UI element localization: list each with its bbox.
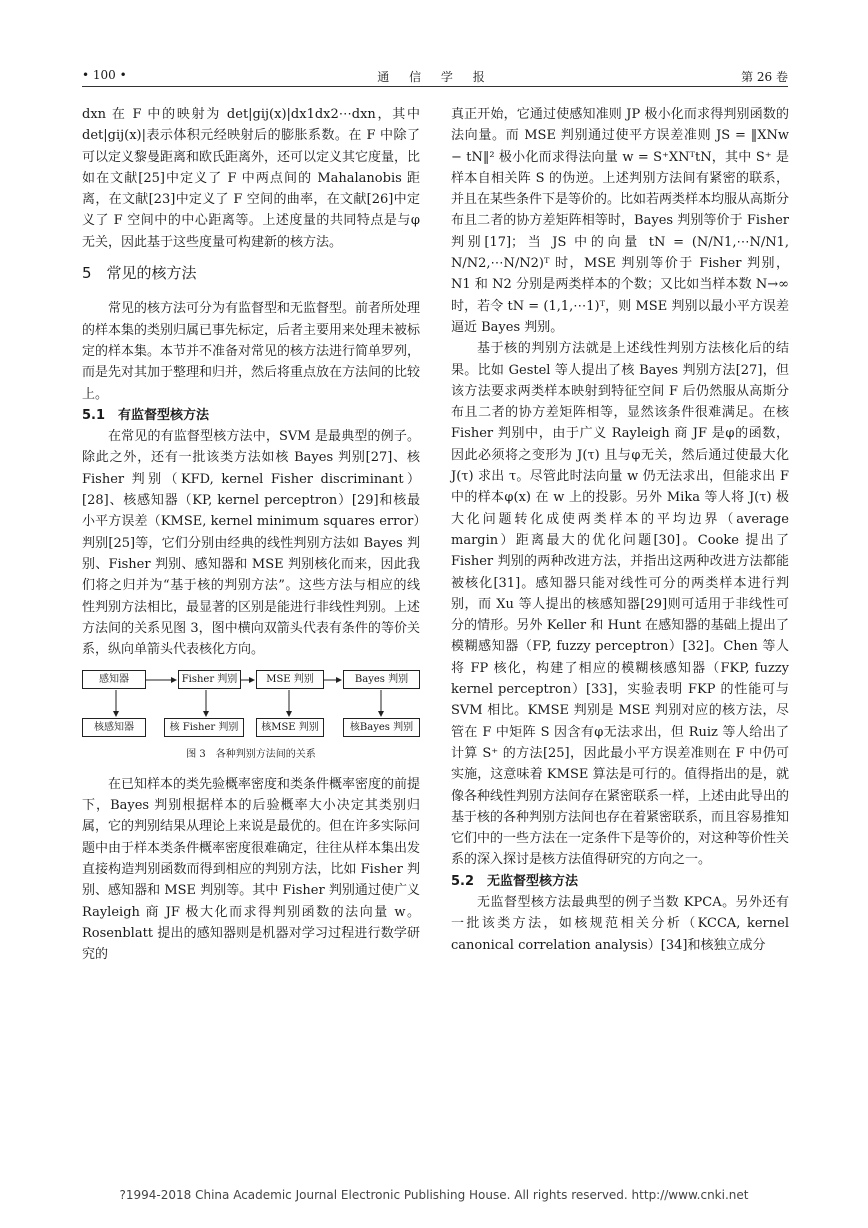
paragraph: 无监督型核方法最典型的例子当数 KPCA。另外还有一批该类方法，如核规范相关分析（KCCA, kernel canonical correlation analysis）[34]和核独立成分 [451, 894, 789, 953]
volume-label: 第 26 卷 [741, 70, 788, 84]
kernel-fisher-box: 核 Fisher 判别 [164, 718, 244, 737]
mse-box: MSE 判别 [256, 670, 324, 689]
fisher-box: Fisher 判别 [178, 670, 241, 689]
figure-caption: 图 3 各种判别方法间的关系 [186, 749, 316, 761]
right-column [451, 104, 789, 956]
page-number: • 100 • [82, 68, 127, 82]
paragraph: 真正开始，它通过使感知准则 JP 极小化而求得判别函数的法向量。而 MSE 判别通过使平方误差准则 JS = ‖XNw − tN‖² 极小化而求得法向量 w = S⁺XNᵀtN，其中 S⁺ 是样本自相关阵 S 的伪逆。上述判别方法间有紧密的联系，并且在某些条件下是等价的。比如若两类样本均服从高斯分布且二者的协方差矩阵相等时，Bayes 判别等价于 Fisher 判别[17]；当 JS 中的向量 tN = (N/N1,⋯N/N1, N/N2,⋯N/N2)ᵀ 时，MSE 判别等价于 Fisher 判别，N1 和 N2 分别是两类样本的个数；又比如当样本数 N→∞ 时，若令 tN = (1,1,⋯1)ᵀ，则 MSE 判别以最小平方误差逼近 Bayes 判别。 [451, 107, 790, 335]
journal-title: 通 信 学 报 [377, 70, 493, 84]
subsection-heading: 5.2 无监督型核方法 [451, 873, 579, 889]
kernel-bayes-box: 核Bayes 判别 [343, 718, 420, 737]
subsection-heading: 5.1 有监督型核方法 [82, 407, 210, 423]
left-column [82, 104, 420, 965]
copyright-footer: ?1994-2018 China Academic Journal Electronic Publishing House. All rights reserved. http://www.cnki.net [119, 1188, 749, 1202]
perceptron-box: 感知器 [82, 670, 146, 689]
paragraph: 在已知样本的类先验概率密度和类条件概率密度的前提下，Bayes 判别根据样本的后验概率大小决定其类别归属，它的判别结果从理论上来说是最优的。但在许多实际问题中由于样本类条件概率密度很难确定，往往从样本集出发直接构造判别函数而得到相应的判别方法，比如 Fisher 判别、感知器和 MSE 判别等。其中 Fisher 判别通过使广义 Rayleigh 商 JF 极大化而求得判别函数的法向量 w。Rosenblatt 提出的感知器则是机器对学习过程进行数学研究的 [82, 776, 421, 963]
paragraph: 常见的核方法可分为有监督型和无监督型。前者所处理的样本集的类别归属已事先标定，后者主要用来处理未被标定的样本集。本节并不准备对常见的核方法进行简单罗列，而是先对其加于整理和归并，然后将重点放在方法间的比较上。 [82, 301, 421, 402]
bayes-box: Bayes 判别 [343, 670, 420, 689]
paragraph: 在常见的有监督型核方法中，SVM 是最典型的例子。除此之外，还有一批该类方法如核 Bayes 判别[27]、核 Fisher 判别（KFD, kernel Fisher discriminant）[28]、核感知器（KP, kernel perceptron）[29]和核最小平方误差（KMSE, kernel minimum squares error）判别[25]等，它们分别由经典的线性判别方法如 Bayes 判别、Fisher 判别、感知器和 MSE 判别核化而来，因此我们将之归并为“基于核的判别方法”。这些方法与相应的线性判别方法相比，最显著的区别是能进行非线性判别。上述方法间的关系见图 3，图中横向双箭头代表有条件的等价关系，纵向单箭头代表核化方向。 [82, 429, 421, 658]
paragraph: 基于核的判别方法就是上述线性判别方法核化后的结果。比如 Gestel 等人提出了核 Bayes 判别方法[27]，但该方法要求两类样本映射到特征空间 F 后仍然服从高斯分布且二者的协方差矩阵相等，显然该条件很难满足。在核 Fisher 判别中，由于广义 Rayleigh 商 JF 是φ的函数，因此必须将之变形为 J(τ) 且与φ无关，然后通过使最大化 J(τ) 求出 τ。尽管此时法向量 w 仍无法求出，但能求出 F 中的样本φ(x) 在 w 上的投影。另外 Mika 等人将 J(τ) 极大化问题转化成使两类样本的平均边界（average margin）距离最大的优化问题[30]。Cooke 提出了 Fisher 判别的两种改进方法，并指出这两种改进方法都能被核化[31]。感知器只能对线性可分的两类样本进行判别，而 Xu 等人提出的核感知器[29]则可适用于非线性可分的情形。另外 Keller 和 Hunt 在感知器的基础上提出了模糊感知器（FP, fuzzy perceptron）[32]。Chen 等人将 FP 核化，构建了相应的模糊核感知器（FKP, fuzzy kernel perceptron）[33]，实验表明 FKP 的性能可与 SVM 相比。KMSE 判别是 MSE 判别对应的核方法，尽管在 F 中矩阵 S 因含有φ无法求出，但 Ruiz 等人给出了计算 S⁺ 的方法[25]，因此最小平方误差准则在 F 中仍可实施，这意味着 KMSE 算法是可行的。值得指出的是，就像各种线性判别方法间存在紧密联系一样，上述由此导出的基于核的各种判别方法间也存在着紧密联系，而且容易推知它们中的一些方法在一定条件下是等价的，对这种等价性关系的深入探讨是核方法值得研究的方向之一。 [451, 341, 790, 868]
figure-3-diagram [82, 668, 420, 738]
kernel-mse-box: 核MSE 判别 [256, 718, 324, 737]
paragraph: dxn 在 F 中的映射为 det|gij(x)|dx1dx2⋯dxn，其中 det|gij(x)|表示体积元经映射后的膨胀系数。在 F 中除了可以定义黎曼距离和欧氏距离外，还可以定义其它度量，比如在文献[25]中定义了 F 中两点间的 Mahalanobis 距离，在文献[23]中定义了 F 空间的曲率，在文献[26]中定义了 F 空间中的中心距离等。上述度量的共同特点是与φ无关，因此基于这些度量可构建新的核方法。 [82, 107, 421, 250]
running-header [82, 66, 788, 87]
kernel-perceptron-box: 核感知器 [82, 718, 146, 737]
section-heading: 5 常见的核方法 [82, 264, 197, 283]
